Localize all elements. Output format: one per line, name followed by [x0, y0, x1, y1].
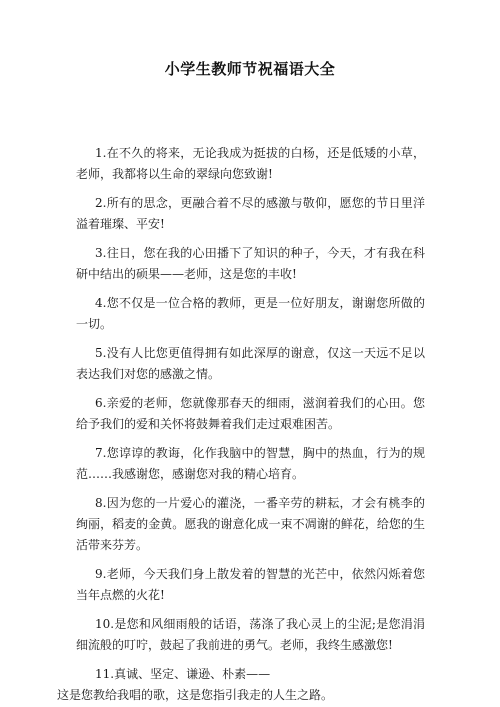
paragraph-6: 6.亲爱的老师，您就像那春天的细雨，滋润着我们的心田。您给予我们的爱和关怀将鼓舞着我们走过艰难困苦。: [76, 396, 425, 431]
paragraph-2: 2.所有的思念，更融合着不尽的感激与敬仰，愿您的节日里洋溢着璀璨、平安!: [76, 196, 425, 231]
paragraph-10: 10.是您和风细雨般的话语，荡涤了我心灵上的尘泥;是您涓涓细流般的叮咛，鼓起了我前进的勇气。老师，我终生感激您!: [76, 617, 425, 652]
document-body: [57, 143, 425, 706]
paragraph-5: 5.没有人比您更值得拥有如此深厚的谢意，仅这一天远不足以表达我们对您的感激之情。: [76, 346, 425, 381]
paragraph-3: 3.往日，您在我的心田播下了知识的种子，今天，才有我在科研中结出的硕果——老师，这是您的丰收!: [76, 246, 425, 281]
paragraph-11-line-2: 这是您教给我唱的歌，这是您指引我走的人生之路。: [57, 688, 334, 702]
paragraph-4: 4.您不仅是一位合格的教师，更是一位好朋友，谢谢您所做的一切。: [76, 296, 425, 331]
paragraph-1: 1.在不久的将来，无论我成为挺拔的白杨，还是低矮的小草，老师，我都将以生命的翠绿向您致谢!: [76, 146, 425, 181]
paragraph-7: 7.您谆谆的教诲，化作我脑中的智慧，胸中的热血，行为的规范……我感谢您，感谢您对我的精心培育。: [76, 446, 425, 481]
paragraph-11-line-1: 11.真诚、坚定、谦逊、朴素——: [95, 667, 271, 681]
paragraph-8: 8.因为您的一片爱心的灌浇，一番辛劳的耕耘，才会有桃李的绚丽，稻麦的金黄。愿我的谢意化成一束不凋谢的鲜花，给您的生活带来芬芳。: [76, 496, 425, 552]
paragraph-9: 9.老师，今天我们身上散发着的智慧的光芒中，依然闪烁着您当年点燃的火花!: [76, 567, 425, 602]
document-title: 小学生教师节祝福语大全: [164, 60, 336, 78]
paragraph-11: [57, 664, 425, 706]
